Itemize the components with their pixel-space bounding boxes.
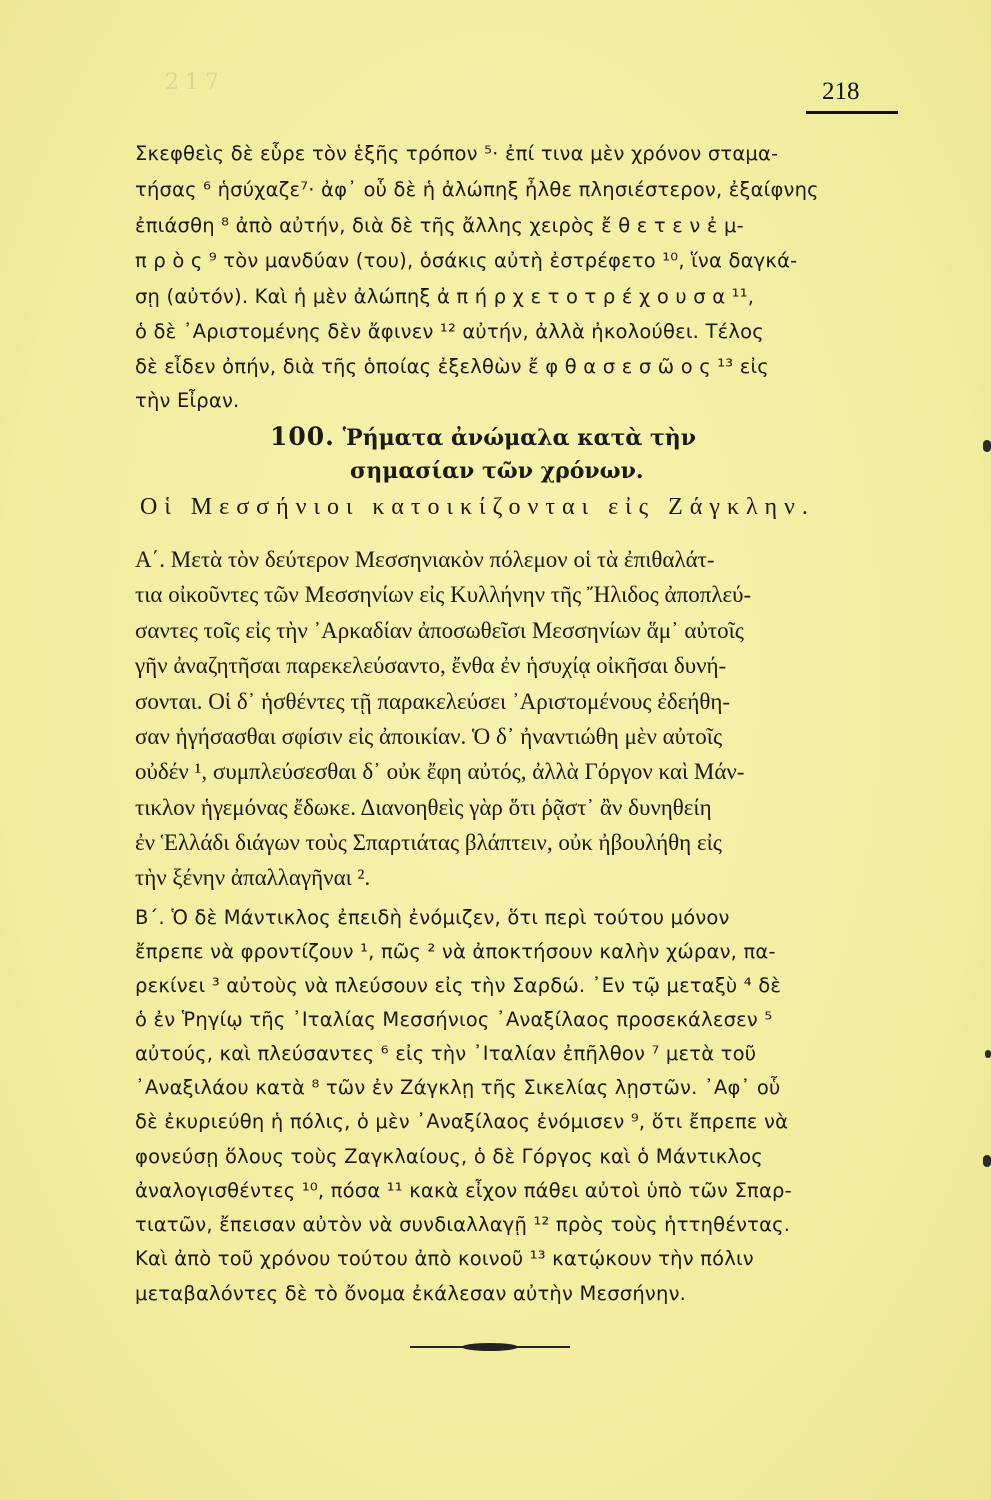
text-line: οὐδέν ¹, συμπλεύσεσθαι δ᾽ οὐκ ἔφη αὐτός, ἀλλὰ Γόργον καὶ Μάν- [135, 759, 745, 784]
section-number: 100. [270, 422, 335, 451]
text-line: ᾿Αναξιλάου κατὰ ⁸ τῶν ἐν Ζάγκλῃ τῆς Σικελίας λῃστῶν. ᾿Αφ᾽ οὗ [135, 1076, 781, 1099]
text-line: γῆν ἀναζητῆσαι παρεκελεύσαντο, ἔνθα ἐν ἡσυχίᾳ οἰκῆσαι δυνή- [135, 653, 727, 678]
text-line: ἀναλογισθέντες ¹⁰, πόσα ¹¹ κακὰ εἶχον πάθει αὐτοὶ ὑπὸ τῶν Σπαρ- [135, 1179, 792, 1202]
section-title-line-2: σημασίαν τῶν χρόνων. [350, 458, 644, 484]
end-ornament [410, 1341, 570, 1353]
page-number: 218 [822, 78, 860, 105]
text-line: τὴν ξένην ἀπαλλαγῆναι ². [135, 865, 371, 890]
text-line: τικλον ἡγεμόνας ἔδωκε. Διανοηθεὶς γὰρ ὅτι ῥᾷστ᾽ ἂν δυνηθείη [135, 795, 712, 820]
text-line: Καὶ ἀπὸ τοῦ χρόνου τούτου ἀπὸ κοινοῦ ¹³ κατῴκουν τὴν πόλιν [135, 1247, 754, 1270]
text-line: τια οἰκοῦντες τῶν Μεσσηνίων εἰς Κυλλήνην τῆς Ἤλιδος ἀποπλεύ- [135, 582, 752, 607]
text-line: φονεύσῃ ὅλους τοὺς Ζαγκλαίους, ὁ δὲ Γόργος καὶ ὁ Μάντικλος [135, 1145, 763, 1168]
text-line: σαντες τοῖς εἰς τὴν ᾿Αρκαδίαν ἀποσωθεῖσι Μεσσηνίων ἅμ᾽ αὐτοῖς [135, 618, 744, 643]
section-heading [270, 420, 770, 455]
text-line: Σκεφθεὶς δὲ εὗρε τὸν ἑξῆς τρόπον ⁵· ἐπί τινα μὲν χρόνον σταμα- [135, 142, 779, 165]
text-line: σῃ (αὐτόν). Καὶ ἡ μὲν ἀλώπηξ ἀ π ή ρ χ ε τ ο τ ρ έ χ ο υ σ α ¹¹, [135, 285, 755, 308]
text-line: σαν ἡγήσασθαι σφίσιν εἰς ἀποικίαν. Ὁ δ᾽ ἠναντιώθη μὲν αὐτοῖς [135, 724, 723, 749]
margin-mark [983, 1155, 991, 1167]
text-line: δὲ εἶδεν ὀπήν, διὰ τῆς ὁποίας ἐξελθὼν ἔ φ θ α σ ε σ ῶ ο ς ¹³ εἰς [135, 355, 769, 378]
margin-mark [983, 440, 991, 452]
text-line: ρεκίνει ³ αὐτοὺς νὰ πλεύσουν εἰς τὴν Σαρδώ. ᾿Εν τῷ μεταξὺ ⁴ δὲ [135, 974, 782, 997]
text-line: σονται. Οἱ δ᾽ ἡσθέντες τῇ παρακελεύσει ᾿Αριστομένους ἐδεήθη- [135, 689, 731, 714]
text-line: δὲ ἐκυριεύθη ἡ πόλις, ὁ μὲν ᾿Αναξίλαος ἐνόμισεν ⁹, ὅτι ἔπρεπε νὰ [135, 1110, 789, 1133]
margin-mark [985, 1050, 991, 1058]
text-line: π ρ ὸ ς ⁹ τὸν μανδύαν (του), ὁσάκις αὐτὴ ἐστρέφετο ¹⁰, ἵνα δαγκά- [135, 249, 798, 272]
text-line: Α΄. Μετὰ τὸν δεύτερον Μεσσηνιακὸν πόλεμον οἱ τὰ ἐπιθαλάτ- [135, 547, 715, 572]
section-subtitle: Οἱ Μεσσήνιοι κατοικίζονται εἰς Ζάγκλην. [140, 494, 815, 520]
text-line: τήσας ⁶ ἡσύχαζε⁷· ἀφ᾽ οὗ δὲ ἡ ἀλώπηξ ἦλθε πλησιέστερον, ἐξαίφνης [135, 178, 819, 201]
text-line: ἐπιάσθη ⁸ ἀπὸ αὐτήν, διὰ δὲ τῆς ἄλλης χειρὸς ἔ θ ε τ ε ν ἐ μ- [135, 214, 744, 237]
text-line: ὁ δὲ ᾿Αριστομένης δὲν ἄφινεν ¹² αὐτήν, ἀλλὰ ἠκολούθει. Τέλος [135, 320, 764, 343]
text-line: ἔπρεπε νὰ φροντίζουν ¹, πῶς ² νὰ ἀποκτήσουν καλὴν χώραν, πα- [135, 940, 776, 963]
text-line: ἐν Ἑλλάδι διάγων τοὺς Σπαρτιάτας βλάπτειν, οὐκ ἠβουλήθη εἰς [135, 830, 722, 855]
text-line: τιατῶν, ἔπεισαν αὐτὸν νὰ συνδιαλλαγῇ ¹² πρὸς τοὺς ἡττηθέντας. [135, 1213, 791, 1236]
header-rule [806, 111, 898, 114]
text-line: Β΄. Ὁ δὲ Μάντικλος ἐπειδὴ ἐνόμιζεν, ὅτι περὶ τούτου μόνον [135, 906, 730, 929]
section-title-line-1: Ῥήματα ἀνώμαλα κατὰ τὴν [342, 425, 697, 451]
text-line: τὴν Εἶραν. [135, 389, 240, 412]
show-through-page-number: 217 [165, 70, 225, 95]
text-line: ὁ ἐν Ῥηγίῳ τῆς ᾿Ιταλίας Μεσσήνιος ᾿Αναξίλαος προσεκάλεσεν ⁵ [135, 1008, 773, 1031]
text-line: μεταβαλόντες δὲ τὸ ὄνομα ἐκάλεσαν αὐτὴν Μεσσήνην. [135, 1282, 687, 1305]
text-line: αὐτούς, καὶ πλεύσαντες ⁶ εἰς τὴν ᾿Ιταλίαν ἐπῆλθον ⁷ μετὰ τοῦ [135, 1042, 757, 1065]
